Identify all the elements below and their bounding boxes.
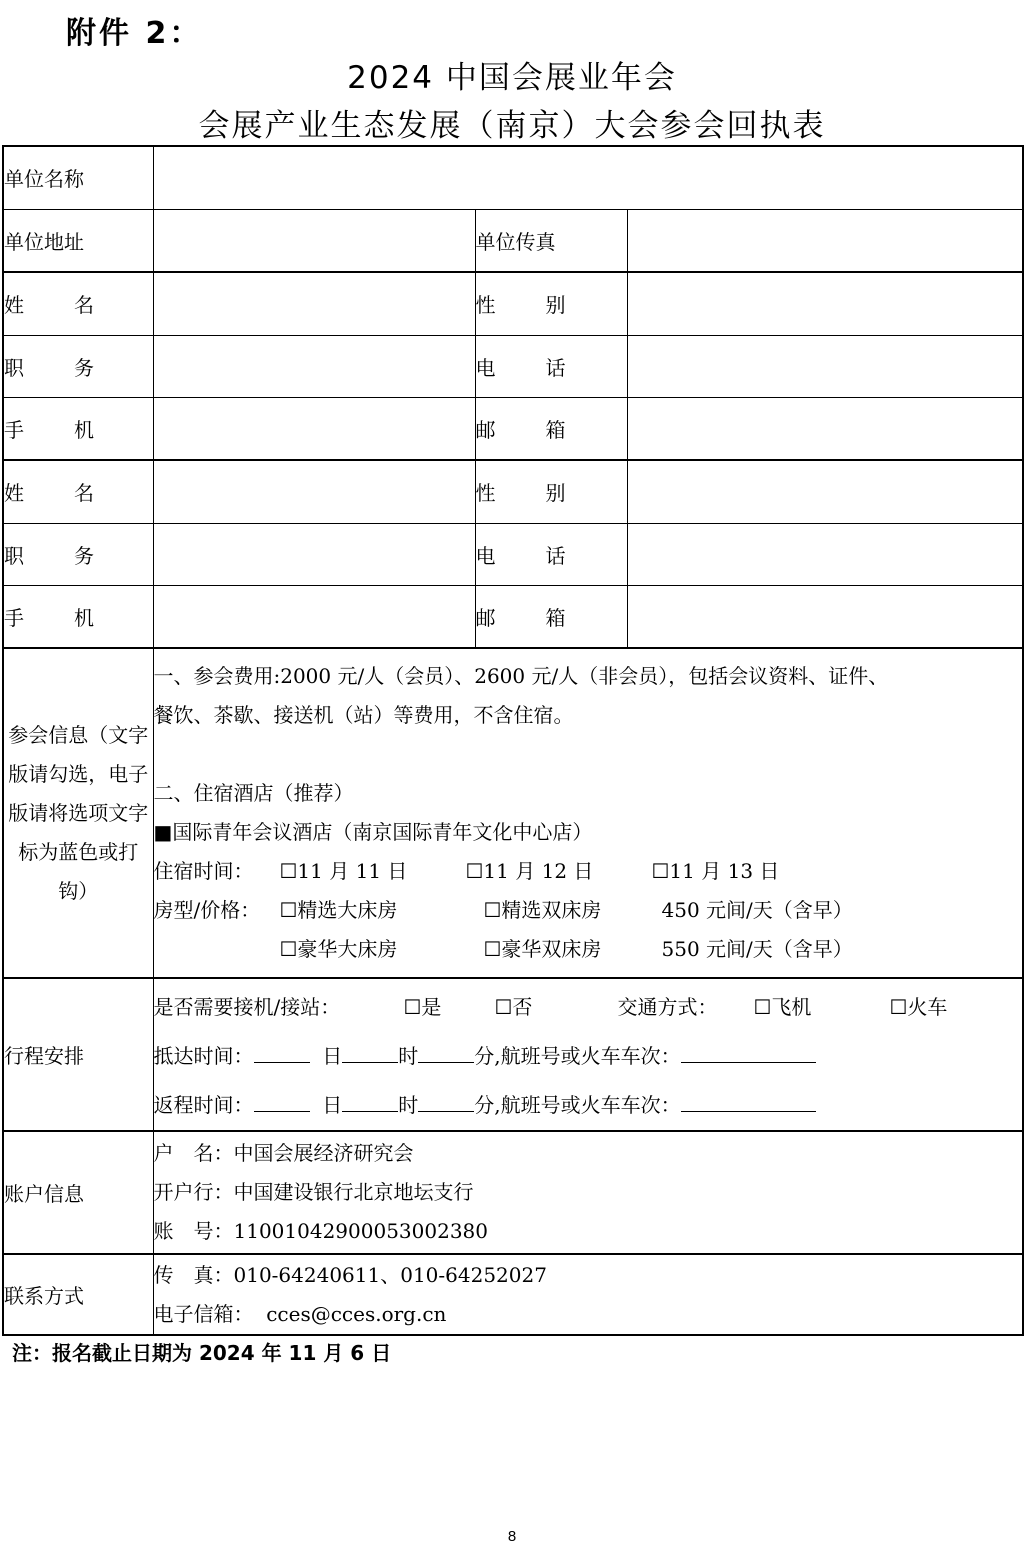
return-minute-blank[interactable] bbox=[418, 1091, 474, 1112]
form-title-line1: 2024 中国会展业年会 bbox=[347, 60, 677, 96]
arrive-label: 抵达时间： bbox=[153, 1044, 254, 1068]
input-org-name[interactable] bbox=[153, 146, 1023, 209]
room-option-luxury-king[interactable]: ☐豪华大床房 bbox=[279, 937, 398, 961]
row-org-address bbox=[3, 209, 1023, 272]
input-org-fax[interactable] bbox=[627, 209, 1023, 272]
label-phone: 电 话 bbox=[475, 335, 627, 397]
return-label: 返程时间： bbox=[153, 1093, 254, 1117]
return-row bbox=[154, 1081, 1023, 1130]
input-person1-position[interactable] bbox=[153, 335, 475, 397]
row-person2-position bbox=[3, 523, 1023, 585]
label-name: 姓 名 bbox=[3, 460, 153, 523]
input-person2-name[interactable] bbox=[153, 460, 475, 523]
label-email: 邮 箱 bbox=[475, 585, 627, 648]
transport-train-checkbox[interactable]: ☐火车 bbox=[889, 995, 948, 1019]
hour-unit: 时 bbox=[398, 1044, 419, 1068]
account-bank: 开户行：中国建设银行北京地坛支行 bbox=[153, 1180, 474, 1204]
fee-line1: 一、参会费用:2000 元/人（会员）、2600 元/人（非会员），包括会议资料、证件、 bbox=[153, 664, 889, 688]
label-position: 职 务 bbox=[3, 523, 153, 585]
stay-option-nov12[interactable]: ☐11 月 12 日 bbox=[465, 859, 594, 883]
label-org-fax: 单位传真 bbox=[475, 209, 627, 272]
minute-flight-label: 分,航班号或火车车次： bbox=[474, 1044, 681, 1068]
label-name: 姓 名 bbox=[3, 272, 153, 335]
return-hour-blank[interactable] bbox=[342, 1091, 398, 1112]
hotel-heading: 二、住宿酒店（推荐） bbox=[153, 781, 354, 805]
input-person1-email[interactable] bbox=[627, 397, 1023, 460]
pickup-row bbox=[154, 983, 1023, 1032]
label-org-name: 单位名称 bbox=[3, 146, 153, 209]
label-attend-info: 参会信息（文字版请勾选，电子版请将选项文字标为蓝色或打钩） bbox=[3, 648, 153, 978]
contact-email-row bbox=[154, 1295, 1023, 1334]
label-gender: 性 别 bbox=[475, 460, 627, 523]
label-account: 账户信息 bbox=[3, 1131, 153, 1254]
return-flight-blank[interactable] bbox=[681, 1091, 816, 1112]
attachment-label: 附件 2： bbox=[66, 16, 203, 51]
arrival-row bbox=[154, 1032, 1023, 1081]
day-unit: 日 bbox=[322, 1093, 343, 1117]
input-person1-gender[interactable] bbox=[627, 272, 1023, 335]
input-person2-email[interactable] bbox=[627, 585, 1023, 648]
row-person1-mobile bbox=[3, 397, 1023, 460]
label-email: 邮 箱 bbox=[475, 397, 627, 460]
row-person2-mobile bbox=[3, 585, 1023, 648]
label-mobile: 手 机 bbox=[3, 585, 153, 648]
pickup-label: 是否需要接机/接站： bbox=[153, 995, 341, 1019]
room-row2 bbox=[154, 930, 1023, 969]
contact-email[interactable]: cces@cces.org.cn bbox=[266, 1301, 447, 1326]
pickup-yes-checkbox[interactable]: ☐是 bbox=[403, 995, 442, 1019]
row-attend-info bbox=[3, 648, 1023, 978]
contact-email-label: 电子信箱： bbox=[153, 1301, 254, 1326]
hour-unit: 时 bbox=[398, 1093, 419, 1117]
room-option-deluxe-king-select[interactable]: ☐精选大床房 bbox=[279, 898, 398, 922]
label-org-address: 单位地址 bbox=[3, 209, 153, 272]
stay-dates bbox=[154, 852, 1023, 891]
label-phone: 电 话 bbox=[475, 523, 627, 585]
transport-plane-checkbox[interactable]: ☐飞机 bbox=[753, 995, 812, 1019]
input-person1-name[interactable] bbox=[153, 272, 475, 335]
input-person2-mobile[interactable] bbox=[153, 585, 475, 648]
account-holder: 户 名：中国会展经济研究会 bbox=[153, 1141, 414, 1165]
label-contact: 联系方式 bbox=[3, 1254, 153, 1335]
input-org-address[interactable] bbox=[153, 209, 475, 272]
row-person1-name bbox=[3, 272, 1023, 335]
input-person2-position[interactable] bbox=[153, 523, 475, 585]
account-number: 账 号：11001042900053002380 bbox=[153, 1219, 488, 1243]
row-person1-position bbox=[3, 335, 1023, 397]
label-mobile: 手 机 bbox=[3, 397, 153, 460]
input-person1-mobile[interactable] bbox=[153, 397, 475, 460]
return-day-blank[interactable] bbox=[254, 1091, 310, 1112]
arrive-hour-blank[interactable] bbox=[342, 1042, 398, 1063]
fee-line2: 餐饮、茶歇、接送机（站）等费用，不含住宿。 bbox=[153, 703, 574, 727]
stay-option-nov11[interactable]: ☐11 月 11 日 bbox=[279, 859, 408, 883]
contact-content bbox=[153, 1254, 1023, 1335]
attend-info-content bbox=[153, 648, 1023, 978]
room-option-twin-select[interactable]: ☐精选双床房 bbox=[483, 898, 602, 922]
arrive-day-blank[interactable] bbox=[254, 1042, 310, 1063]
input-person2-gender[interactable] bbox=[627, 460, 1023, 523]
stay-option-nov13[interactable]: ☐11 月 13 日 bbox=[651, 859, 780, 883]
minute-flight-label: 分,航班号或火车车次： bbox=[474, 1093, 681, 1117]
account-content bbox=[153, 1131, 1023, 1254]
row-org-name bbox=[3, 146, 1023, 209]
room-label: 房型/价格： bbox=[153, 898, 261, 922]
form-title-line2: 会展产业生态发展（南京）大会参会回执表 bbox=[198, 108, 826, 144]
room-price-550: 550 元间/天（含早） bbox=[661, 937, 853, 961]
contact-fax: 传 真：010-64240611、010-64252027 bbox=[153, 1262, 547, 1287]
registration-form-table bbox=[2, 145, 1024, 1336]
row-itinerary bbox=[3, 978, 1023, 1131]
deadline-note: 注：报名截止日期为 2024 年 11 月 6 日 bbox=[12, 1341, 392, 1365]
day-unit: 日 bbox=[322, 1044, 343, 1068]
arrive-minute-blank[interactable] bbox=[418, 1042, 474, 1063]
row-account bbox=[3, 1131, 1023, 1254]
room-price-450: 450 元间/天（含早） bbox=[661, 898, 853, 922]
pickup-no-checkbox[interactable]: ☐否 bbox=[494, 995, 533, 1019]
input-person2-phone[interactable] bbox=[627, 523, 1023, 585]
hotel-name: ■国际青年会议酒店（南京国际青年文化中心店） bbox=[153, 820, 593, 844]
transport-label: 交通方式： bbox=[617, 995, 718, 1019]
itinerary-content bbox=[153, 978, 1023, 1131]
label-gender: 性 别 bbox=[475, 272, 627, 335]
label-position: 职 务 bbox=[3, 335, 153, 397]
row-person2-name bbox=[3, 460, 1023, 523]
input-person1-phone[interactable] bbox=[627, 335, 1023, 397]
room-option-luxury-twin[interactable]: ☐豪华双床房 bbox=[483, 937, 602, 961]
stay-label: 住宿时间： bbox=[153, 859, 254, 883]
arrive-flight-blank[interactable] bbox=[681, 1042, 816, 1063]
label-itinerary: 行程安排 bbox=[3, 978, 153, 1131]
row-contact bbox=[3, 1254, 1023, 1335]
page-number: 8 bbox=[507, 1528, 517, 1545]
room-row1 bbox=[154, 891, 1023, 930]
